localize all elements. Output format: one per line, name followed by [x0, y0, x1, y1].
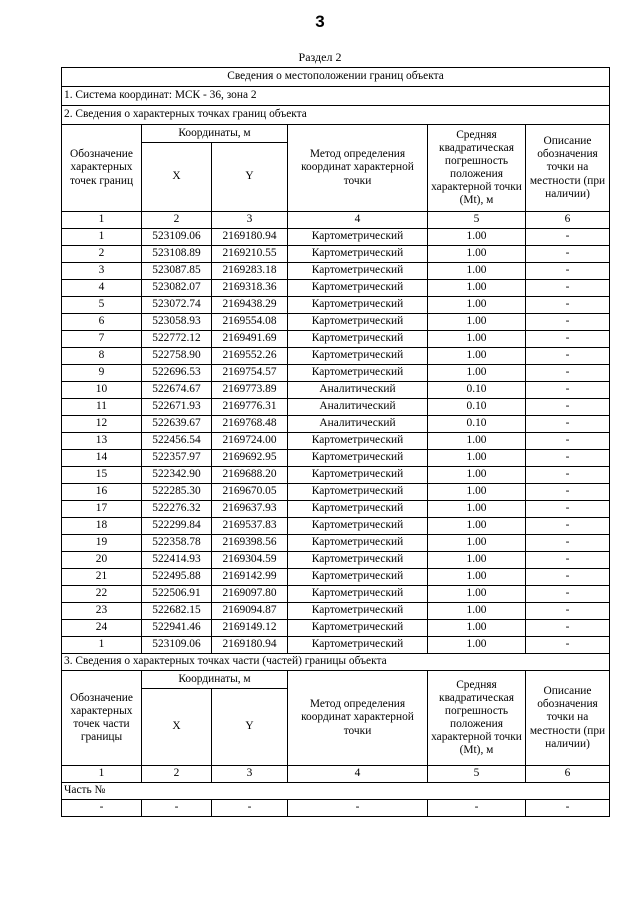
- col-method-part: Метод определения координат характерной точки: [288, 671, 428, 766]
- coord-x: 523087.85: [142, 263, 212, 280]
- mt-value: 1.00: [428, 365, 526, 382]
- col-x-part: X: [142, 689, 212, 766]
- table-row: [62, 246, 610, 263]
- section-label: Раздел 2: [298, 50, 342, 64]
- coord-y: 2169304.59: [212, 552, 288, 569]
- point-desc: -: [526, 484, 610, 501]
- coord-x: 522758.90: [142, 348, 212, 365]
- coord-y: 2169776.31: [212, 399, 288, 416]
- col-x: X: [142, 143, 212, 212]
- table-row: [62, 365, 610, 382]
- mt-value: 0.10: [428, 382, 526, 399]
- method: Картометрический: [288, 552, 428, 569]
- table-row: [62, 297, 610, 314]
- coord-x: 522285.30: [142, 484, 212, 501]
- coord-y: 2169537.83: [212, 518, 288, 535]
- table-row: [62, 331, 610, 348]
- table-row: [62, 552, 610, 569]
- method: Картометрический: [288, 586, 428, 603]
- point-number: 19: [62, 535, 142, 552]
- table-row: [62, 467, 610, 484]
- coord-y: 2169692.95: [212, 450, 288, 467]
- coord-y: 2169552.26: [212, 348, 288, 365]
- col-y: Y: [212, 143, 288, 212]
- coord-x: 522772.12: [142, 331, 212, 348]
- point-number: 22: [62, 586, 142, 603]
- point-number: 12: [62, 416, 142, 433]
- mt-value: 1.00: [428, 348, 526, 365]
- col-num: 6: [526, 766, 610, 783]
- coord-x: 522671.93: [142, 399, 212, 416]
- table-row: [62, 263, 610, 280]
- coord-y: 2169773.89: [212, 382, 288, 399]
- table-row: [62, 535, 610, 552]
- col-num: 1: [62, 212, 142, 229]
- coord-y: 2169554.08: [212, 314, 288, 331]
- col-num: 2: [142, 766, 212, 783]
- method: Картометрический: [288, 620, 428, 637]
- col-coords: Координаты, м: [142, 125, 288, 143]
- coord-x: 522357.97: [142, 450, 212, 467]
- mt-value: 1.00: [428, 297, 526, 314]
- table-row: [62, 450, 610, 467]
- coord-x: 523109.06: [142, 637, 212, 654]
- table-row: [62, 484, 610, 501]
- point-number: 21: [62, 569, 142, 586]
- coord-y: 2169318.36: [212, 280, 288, 297]
- point-number: 2: [62, 246, 142, 263]
- point-number: 8: [62, 348, 142, 365]
- point-desc: -: [526, 535, 610, 552]
- col-num: 4: [288, 212, 428, 229]
- coord-y: 2169097.80: [212, 586, 288, 603]
- coord-x: 523058.93: [142, 314, 212, 331]
- section2-heading: 2. Сведения о характерных точках границ объекта: [62, 106, 610, 125]
- method: Картометрический: [288, 433, 428, 450]
- empty-cell: -: [212, 800, 288, 817]
- point-desc: -: [526, 229, 610, 246]
- empty-cell: -: [526, 800, 610, 817]
- method: Картометрический: [288, 637, 428, 654]
- point-number: 9: [62, 365, 142, 382]
- point-desc: -: [526, 501, 610, 518]
- method: Картометрический: [288, 569, 428, 586]
- column-numbers-row-part: [62, 766, 610, 783]
- method: Картометрический: [288, 501, 428, 518]
- point-number: 14: [62, 450, 142, 467]
- point-desc: -: [526, 297, 610, 314]
- method: Картометрический: [288, 450, 428, 467]
- empty-cell: -: [428, 800, 526, 817]
- col-desc-part: Описание обозначения точки на местности (при наличии): [526, 671, 610, 766]
- method: Картометрический: [288, 331, 428, 348]
- mt-value: 1.00: [428, 569, 526, 586]
- mt-value: 1.00: [428, 280, 526, 297]
- coord-y: 2169724.00: [212, 433, 288, 450]
- mt-value: 0.10: [428, 399, 526, 416]
- point-desc: -: [526, 603, 610, 620]
- point-desc: -: [526, 569, 610, 586]
- table-row: [62, 348, 610, 365]
- col-num: 4: [288, 766, 428, 783]
- method: Картометрический: [288, 280, 428, 297]
- method: Картометрический: [288, 484, 428, 501]
- method: Картометрический: [288, 314, 428, 331]
- point-desc: -: [526, 467, 610, 484]
- col-designation-part: Обозначение характерных точек части границы: [62, 671, 142, 766]
- point-desc: -: [526, 263, 610, 280]
- method: Картометрический: [288, 263, 428, 280]
- mt-value: 1.00: [428, 314, 526, 331]
- point-number: 16: [62, 484, 142, 501]
- mt-value: 1.00: [428, 501, 526, 518]
- point-number: 17: [62, 501, 142, 518]
- boundary-table-wrapper: [61, 67, 606, 817]
- coord-x: 522506.91: [142, 586, 212, 603]
- point-desc: -: [526, 433, 610, 450]
- point-number: 5: [62, 297, 142, 314]
- coord-x: 522414.93: [142, 552, 212, 569]
- col-num: 5: [428, 766, 526, 783]
- coord-y: 2169180.94: [212, 229, 288, 246]
- coord-x: 522342.90: [142, 467, 212, 484]
- col-method: Метод определения координат характерной точки: [288, 125, 428, 212]
- point-desc: -: [526, 382, 610, 399]
- point-number: 15: [62, 467, 142, 484]
- coord-y: 2169210.55: [212, 246, 288, 263]
- coord-y: 2169688.20: [212, 467, 288, 484]
- point-number: 10: [62, 382, 142, 399]
- table-row: [62, 433, 610, 450]
- method: Картометрический: [288, 348, 428, 365]
- empty-cell: -: [142, 800, 212, 817]
- point-desc: -: [526, 637, 610, 654]
- method: Картометрический: [288, 297, 428, 314]
- mt-value: 1.00: [428, 518, 526, 535]
- point-desc: -: [526, 586, 610, 603]
- coord-y: 2169491.69: [212, 331, 288, 348]
- coord-y: 2169637.93: [212, 501, 288, 518]
- method: Картометрический: [288, 246, 428, 263]
- col-num: 2: [142, 212, 212, 229]
- section3-heading: 3. Сведения о характерных точках части (частей) границы объекта: [62, 654, 610, 671]
- point-number: 11: [62, 399, 142, 416]
- mt-value: 1.00: [428, 535, 526, 552]
- coord-y: 2169438.29: [212, 297, 288, 314]
- mt-value: 1.00: [428, 246, 526, 263]
- coord-x: 522276.32: [142, 501, 212, 518]
- point-desc: -: [526, 348, 610, 365]
- part-label: Часть №: [62, 783, 610, 800]
- point-desc: -: [526, 280, 610, 297]
- point-number: 6: [62, 314, 142, 331]
- col-designation: Обозначение характерных точек границ: [62, 125, 142, 212]
- column-numbers-row: [62, 212, 610, 229]
- table-row: [62, 586, 610, 603]
- method: Аналитический: [288, 416, 428, 433]
- page-number: 3: [315, 12, 325, 31]
- table-row: [62, 314, 610, 331]
- col-num: 3: [212, 212, 288, 229]
- point-desc: -: [526, 399, 610, 416]
- point-desc: -: [526, 620, 610, 637]
- empty-cell: -: [62, 800, 142, 817]
- point-number: 3: [62, 263, 142, 280]
- coord-x: 523109.06: [142, 229, 212, 246]
- coord-y: 2169142.99: [212, 569, 288, 586]
- col-error-part: Средняя квадратическая погрешность положения характерной точки (Mt), м: [428, 671, 526, 766]
- mt-value: 1.00: [428, 229, 526, 246]
- coord-x: 522495.88: [142, 569, 212, 586]
- coord-system: 1. Система координат: МСК - 36, зона 2: [62, 87, 610, 106]
- point-number: 4: [62, 280, 142, 297]
- mt-value: 1.00: [428, 484, 526, 501]
- coord-y: 2169094.87: [212, 603, 288, 620]
- col-num: 5: [428, 212, 526, 229]
- table-row: [62, 399, 610, 416]
- table-row: [62, 569, 610, 586]
- table-row: [62, 518, 610, 535]
- table-row: [62, 382, 610, 399]
- coord-y: 2169398.56: [212, 535, 288, 552]
- coord-y: 2169149.12: [212, 620, 288, 637]
- method: Аналитический: [288, 399, 428, 416]
- coord-y: 2169768.48: [212, 416, 288, 433]
- col-error: Средняя квадратическая погрешность положения характерной точки (Mt), м: [428, 125, 526, 212]
- mt-value: 1.00: [428, 637, 526, 654]
- mt-value: 1.00: [428, 331, 526, 348]
- mt-value: 1.00: [428, 552, 526, 569]
- point-desc: -: [526, 450, 610, 467]
- point-desc: -: [526, 314, 610, 331]
- coord-y: 2169180.94: [212, 637, 288, 654]
- col-num: 6: [526, 212, 610, 229]
- method: Картометрический: [288, 467, 428, 484]
- method: Картометрический: [288, 518, 428, 535]
- col-y-part: Y: [212, 689, 288, 766]
- mt-value: 1.00: [428, 467, 526, 484]
- table-title: Сведения о местоположении границ объекта: [62, 68, 610, 87]
- mt-value: 1.00: [428, 586, 526, 603]
- mt-value: 1.00: [428, 450, 526, 467]
- method: Аналитический: [288, 382, 428, 399]
- coord-x: 523108.89: [142, 246, 212, 263]
- point-number: 7: [62, 331, 142, 348]
- method: Картометрический: [288, 229, 428, 246]
- coord-x: 522639.67: [142, 416, 212, 433]
- coord-x: 522682.15: [142, 603, 212, 620]
- empty-cell: -: [288, 800, 428, 817]
- point-number: 1: [62, 637, 142, 654]
- point-desc: -: [526, 416, 610, 433]
- col-coords-part: Координаты, м: [142, 671, 288, 689]
- coord-x: 523072.74: [142, 297, 212, 314]
- mt-value: 1.00: [428, 620, 526, 637]
- method: Картометрический: [288, 365, 428, 382]
- point-number: 13: [62, 433, 142, 450]
- mt-value: 1.00: [428, 433, 526, 450]
- mt-value: 0.10: [428, 416, 526, 433]
- table-row: [62, 416, 610, 433]
- col-num: 3: [212, 766, 288, 783]
- coord-y: 2169670.05: [212, 484, 288, 501]
- point-number: 20: [62, 552, 142, 569]
- table-row: [62, 603, 610, 620]
- table-row: [62, 637, 610, 654]
- point-desc: -: [526, 331, 610, 348]
- coord-y: 2169283.18: [212, 263, 288, 280]
- point-number: 24: [62, 620, 142, 637]
- coord-x: 522456.54: [142, 433, 212, 450]
- mt-value: 1.00: [428, 263, 526, 280]
- point-desc: -: [526, 365, 610, 382]
- point-number: 1: [62, 229, 142, 246]
- coord-x: 522941.46: [142, 620, 212, 637]
- table-row: [62, 280, 610, 297]
- point-number: 18: [62, 518, 142, 535]
- col-desc: Описание обозначения точки на местности (при наличии): [526, 125, 610, 212]
- coord-x: 523082.07: [142, 280, 212, 297]
- point-desc: -: [526, 246, 610, 263]
- coord-x: 522299.84: [142, 518, 212, 535]
- table-row: [62, 800, 610, 817]
- table-row: [62, 620, 610, 637]
- coord-x: 522696.53: [142, 365, 212, 382]
- coord-y: 2169754.57: [212, 365, 288, 382]
- col-num: 1: [62, 766, 142, 783]
- coord-x: 522674.67: [142, 382, 212, 399]
- point-number: 23: [62, 603, 142, 620]
- table-row: [62, 501, 610, 518]
- mt-value: 1.00: [428, 603, 526, 620]
- method: Картометрический: [288, 535, 428, 552]
- coord-x: 522358.78: [142, 535, 212, 552]
- table-row: [62, 229, 610, 246]
- method: Картометрический: [288, 603, 428, 620]
- boundary-table: [61, 67, 610, 817]
- point-desc: -: [526, 552, 610, 569]
- point-desc: -: [526, 518, 610, 535]
